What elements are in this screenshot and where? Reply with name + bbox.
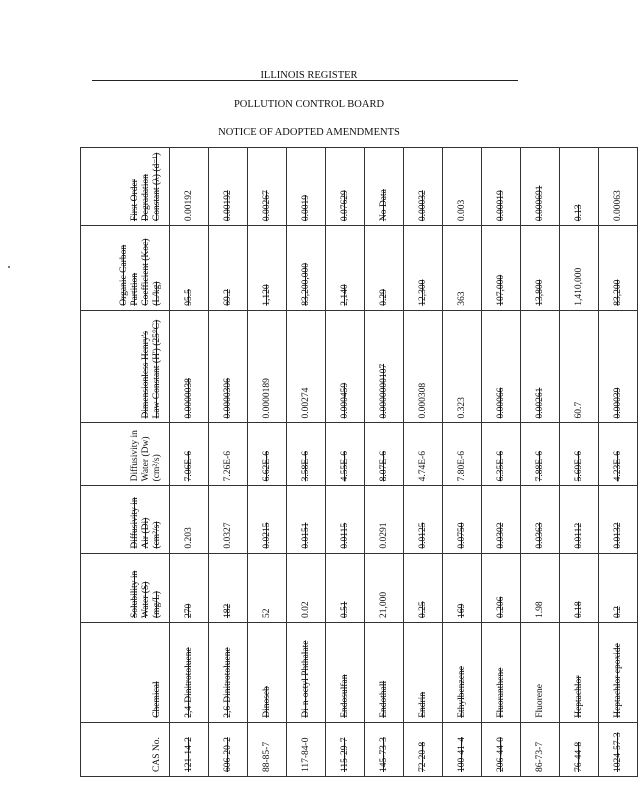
cell-chemical: Endrin xyxy=(404,623,443,723)
cell-chemical: Ethylbenzene xyxy=(443,623,482,723)
cell-diffusivity-air: 0.0327 xyxy=(209,486,248,553)
table-row xyxy=(170,148,209,777)
cell-koc: 83,200,000 xyxy=(287,226,326,311)
header-diffusivity-water: Diffusivity in Water (Dw) (cm²/s) xyxy=(81,423,170,486)
board-title: POLLUTION CONTROL BOARD xyxy=(233,99,385,110)
table-row xyxy=(248,148,287,777)
chemical-properties-table xyxy=(80,147,638,777)
table-header-row xyxy=(81,148,170,777)
cell-diffusivity-air: 0.0115 xyxy=(326,486,365,553)
cell-henry: 0.323 xyxy=(443,310,482,423)
cell-chemical: Fluorene xyxy=(521,623,560,723)
header-decay: First Order Degradation Constant (λ) (d⁻¹) xyxy=(81,148,170,226)
cell-decay: 0.00192 xyxy=(209,148,248,226)
cell-koc: 12,300 xyxy=(404,226,443,311)
cell-diffusivity-water: 3.58E-6 xyxy=(287,423,326,486)
cell-diffusivity-air: 0.0291 xyxy=(365,486,404,553)
cell-decay: No Data xyxy=(365,148,404,226)
cell-decay: 0.00192 xyxy=(170,148,209,226)
cell-diffusivity-water: 7.88E-6 xyxy=(521,423,560,486)
cell-chemical: Heptachlor epoxide xyxy=(599,623,638,723)
table-row xyxy=(521,148,560,777)
header-diffusivity-air: Diffusivity in Air (Di) (cm²/s) xyxy=(81,486,170,553)
cell-solubility: 0.18 xyxy=(560,553,599,622)
cell-koc: 95.5 xyxy=(170,226,209,311)
cell-henry: 0.0000000107 xyxy=(365,310,404,423)
cell-diffusivity-water: 7.26E-6 xyxy=(209,423,248,486)
cell-henry: 0.0000189 xyxy=(248,310,287,423)
table-row xyxy=(560,148,599,777)
cell-koc: 363 xyxy=(443,226,482,311)
table-row xyxy=(404,148,443,777)
cell-cas: 76-44-8 xyxy=(560,722,599,776)
cell-cas: 115-29-7 xyxy=(326,722,365,776)
cell-decay: 0.0019 xyxy=(287,148,326,226)
cell-solubility: 0.206 xyxy=(482,553,521,622)
cell-decay: 0.07629 xyxy=(326,148,365,226)
cell-diffusivity-air: 0.0112 xyxy=(560,486,599,553)
cell-henry: 0.0000306 xyxy=(209,310,248,423)
cell-cas: 100-41-4 xyxy=(443,722,482,776)
cell-diffusivity-water: 4.23E-6 xyxy=(599,423,638,486)
cell-solubility: 270 xyxy=(170,553,209,622)
cell-solubility: 21,000 xyxy=(365,553,404,622)
cell-solubility: 182 xyxy=(209,553,248,622)
cell-koc: 69.2 xyxy=(209,226,248,311)
cell-solubility: 52 xyxy=(248,553,287,622)
header-koc: Organic Carbon Partition Coefficient (Koc) (L/kg) xyxy=(81,226,170,311)
cell-decay: 0.00267 xyxy=(248,148,287,226)
table-body xyxy=(170,148,638,777)
cell-cas: 117-84-0 xyxy=(287,722,326,776)
cell-chemical: Di-n-octyl Phthalate xyxy=(287,623,326,723)
cell-henry: 0.000459 xyxy=(326,310,365,423)
cell-diffusivity-water: 7.80E-6 xyxy=(443,423,482,486)
cell-diffusivity-water: 4.55E-6 xyxy=(326,423,365,486)
cell-chemical: Dinoseb xyxy=(248,623,287,723)
cell-henry: 0.000308 xyxy=(404,310,443,423)
cell-cas: 145-73-3 xyxy=(365,722,404,776)
cell-henry: 0.00066 xyxy=(482,310,521,423)
cell-decay: 0.000691 xyxy=(521,148,560,226)
cell-diffusivity-air: 0.0151 xyxy=(287,486,326,553)
table-row xyxy=(365,148,404,777)
cell-diffusivity-air: 0.0302 xyxy=(482,486,521,553)
table-container xyxy=(80,147,623,777)
cell-decay: 0.13 xyxy=(560,148,599,226)
cell-diffusivity-air: 0.0363 xyxy=(521,486,560,553)
cell-henry: 0.00274 xyxy=(287,310,326,423)
cell-cas: 86-73-7 xyxy=(521,722,560,776)
cell-cas: 72-20-8 xyxy=(404,722,443,776)
notice-title: NOTICE OF ADOPTED AMENDMENTS xyxy=(218,127,400,138)
cell-diffusivity-air: 0.203 xyxy=(170,486,209,553)
cell-cas: 121-14-2 xyxy=(170,722,209,776)
header-chemical: Chemical xyxy=(81,623,170,723)
table-row xyxy=(482,148,521,777)
cell-chemical: Fluoranthene xyxy=(482,623,521,723)
cell-henry: 0.0000038 xyxy=(170,310,209,423)
cell-decay: 0.00063 xyxy=(599,148,638,226)
margin-mark xyxy=(8,266,10,268)
cell-decay: 0.003 xyxy=(443,148,482,226)
cell-cas: 206-44-0 xyxy=(482,722,521,776)
register-title: ILLINOIS REGISTER xyxy=(260,70,358,81)
cell-diffusivity-water: 6.35E-6 xyxy=(482,423,521,486)
cell-chemical: Heptachlor xyxy=(560,623,599,723)
cell-diffusivity-water: 4.74E-6 xyxy=(404,423,443,486)
cell-chemical: 2,4-Dinitrotoluene xyxy=(170,623,209,723)
cell-koc: 0.29 xyxy=(365,226,404,311)
cell-koc: 107,000 xyxy=(482,226,521,311)
cell-chemical: Endothall xyxy=(365,623,404,723)
cell-diffusivity-air: 0.0215 xyxy=(248,486,287,553)
cell-koc: 83,200 xyxy=(599,226,638,311)
cell-diffusivity-water: 6.62E-6 xyxy=(248,423,287,486)
cell-diffusivity-air: 0.0750 xyxy=(443,486,482,553)
cell-solubility: 169 xyxy=(443,553,482,622)
table-row xyxy=(209,148,248,777)
cell-diffusivity-air: 0.0132 xyxy=(599,486,638,553)
cell-cas: 88-85-7 xyxy=(248,722,287,776)
table-row xyxy=(287,148,326,777)
cell-diffusivity-air: 0.0125 xyxy=(404,486,443,553)
cell-solubility: 0.25 xyxy=(404,553,443,622)
cell-koc: 1,120 xyxy=(248,226,287,311)
cell-koc: 13,800 xyxy=(521,226,560,311)
cell-solubility: 1.98 xyxy=(521,553,560,622)
header-cas: CAS No. xyxy=(81,722,170,776)
cell-solubility: 0.02 xyxy=(287,553,326,622)
cell-chemical: Endosulfan xyxy=(326,623,365,723)
cell-diffusivity-water: 8.07E-6 xyxy=(365,423,404,486)
cell-henry: 60.7 xyxy=(560,310,599,423)
cell-henry: 0.00039 xyxy=(599,310,638,423)
cell-decay: 0.00032 xyxy=(404,148,443,226)
cell-cas: 606-20-2 xyxy=(209,722,248,776)
header-solubility: Solubility in Water (S) (mg/L) xyxy=(81,553,170,622)
cell-chemical: 2,6-Dinitrotoluene xyxy=(209,623,248,723)
header-henry: Dimensionless Henry's Law Constant (H') (25°C) xyxy=(81,310,170,423)
cell-diffusivity-water: 5.69E-6 xyxy=(560,423,599,486)
table-row xyxy=(326,148,365,777)
table-row xyxy=(599,148,638,777)
cell-cas: 1024-57-3 xyxy=(599,722,638,776)
cell-solubility: 0.2 xyxy=(599,553,638,622)
cell-henry: 0.00261 xyxy=(521,310,560,423)
cell-koc: 2,140 xyxy=(326,226,365,311)
cell-decay: 0.00019 xyxy=(482,148,521,226)
cell-solubility: 0.51 xyxy=(326,553,365,622)
table-row xyxy=(443,148,482,777)
cell-koc: 1,410,000 xyxy=(560,226,599,311)
cell-diffusivity-water: 7.06E-6 xyxy=(170,423,209,486)
